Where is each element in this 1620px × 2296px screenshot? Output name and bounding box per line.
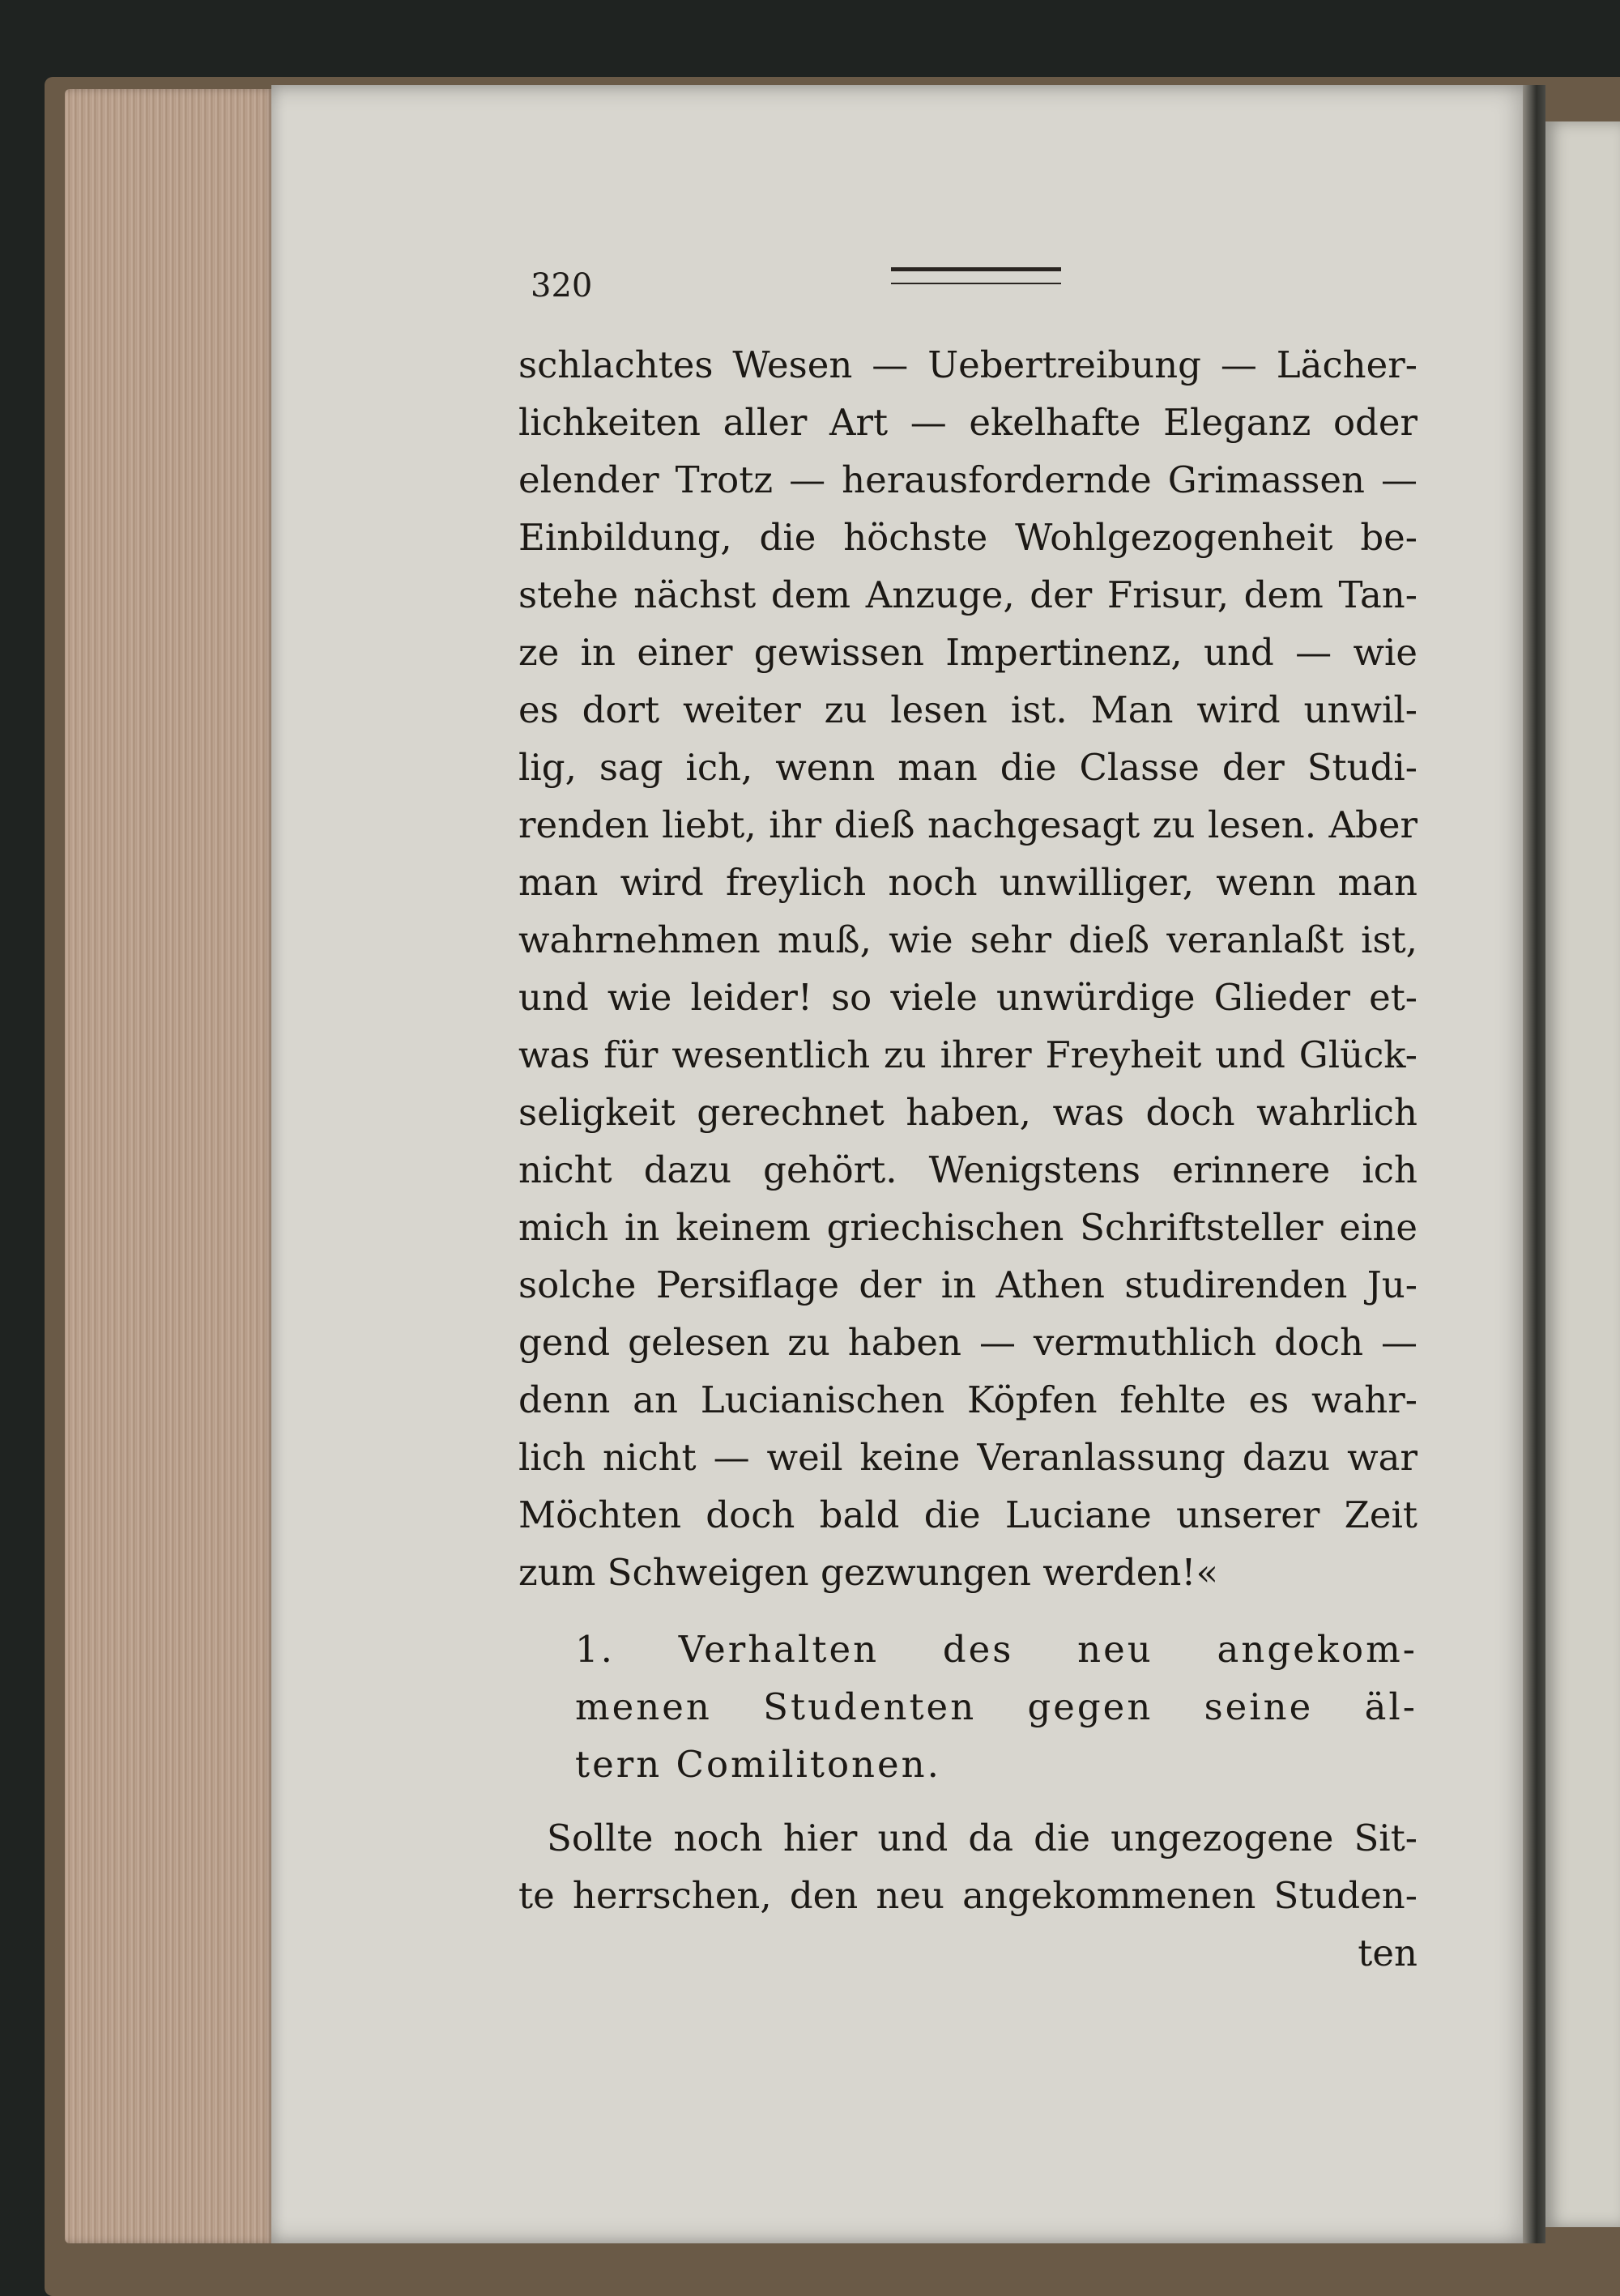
text-line: elender Trotz — herausfordernde Grimassen — [518, 458, 1418, 501]
heading-line: menen Studenten gegen seine äl- [575, 1685, 1418, 1728]
text-line: lichkeiten aller Art — ekelhafte Eleganz oder [518, 401, 1418, 444]
heading-line: tern Comilitonen. [575, 1743, 941, 1786]
page-edges [65, 89, 275, 2243]
text-line: stehe nächst dem Anzuge, der Frisur, dem Tan- [518, 573, 1418, 616]
text-line: und wie leider! so viele unwürdige Glieder et- [518, 976, 1418, 1019]
text-line: mich in keinem griechischen Schriftsteller eine [518, 1206, 1418, 1249]
body-paragraph [518, 336, 1418, 1601]
book-gutter [1523, 85, 1545, 2243]
text-line: schlachtes Wesen — Uebertreibung — Lächer- [518, 343, 1418, 386]
text-line: lig, sag ich, wenn man die Classe der Studi- [518, 746, 1418, 789]
text-line: renden liebt, ihr dieß nachgesagt zu lesen. Aber [518, 803, 1418, 846]
text-line: was für wesentlich zu ihrer Freyheit und Glück- [518, 1033, 1418, 1076]
text-line: Möchten doch bald die Luciane unserer Zeit [518, 1493, 1418, 1536]
text-line: ze in einer gewissen Impertinenz, und — wie [518, 631, 1418, 674]
text-line: denn an Lucianischen Köpfen fehlte es wahr- [518, 1378, 1418, 1421]
text-line: solche Persiflage der in Athen studirenden Ju- [518, 1263, 1418, 1306]
text-line: gend gelesen zu haben — vermuthlich doch — [518, 1321, 1418, 1364]
text-line: nicht dazu gehört. Wenigstens erinnere ich [518, 1148, 1418, 1191]
heading-line: 1. Verhalten des neu angekom- [575, 1628, 1418, 1671]
text-line: zum Schweigen gezwungen werden!« [518, 1551, 1218, 1594]
text-line: wahrnehmen muß, wie sehr dieß veranlaßt ist, [518, 918, 1418, 961]
section-heading [575, 1621, 1418, 1793]
catchword: ten [1358, 1932, 1418, 1974]
text-line: te herrschen, den neu angekommenen Studen- [518, 1874, 1418, 1917]
text-line: lich nicht — weil keine Veranlassung dazu war [518, 1436, 1418, 1479]
text-line: Einbildung, die höchste Wohlgezogenheit be- [518, 516, 1418, 559]
text-block [518, 336, 1418, 1982]
header-rule [891, 267, 1061, 284]
text-line: man wird freylich noch unwilliger, wenn man [518, 861, 1418, 904]
next-paragraph [518, 1809, 1418, 1924]
text-line: Sollte noch hier und da die ungezogene Sit- [547, 1817, 1418, 1859]
right-page-edge [1545, 121, 1620, 2227]
text-line: es dort weiter zu lesen ist. Man wird unwil- [518, 688, 1418, 731]
page-number: 320 [531, 267, 593, 305]
text-line: seligkeit gerechnet haben, was doch wahrlich [518, 1091, 1418, 1134]
